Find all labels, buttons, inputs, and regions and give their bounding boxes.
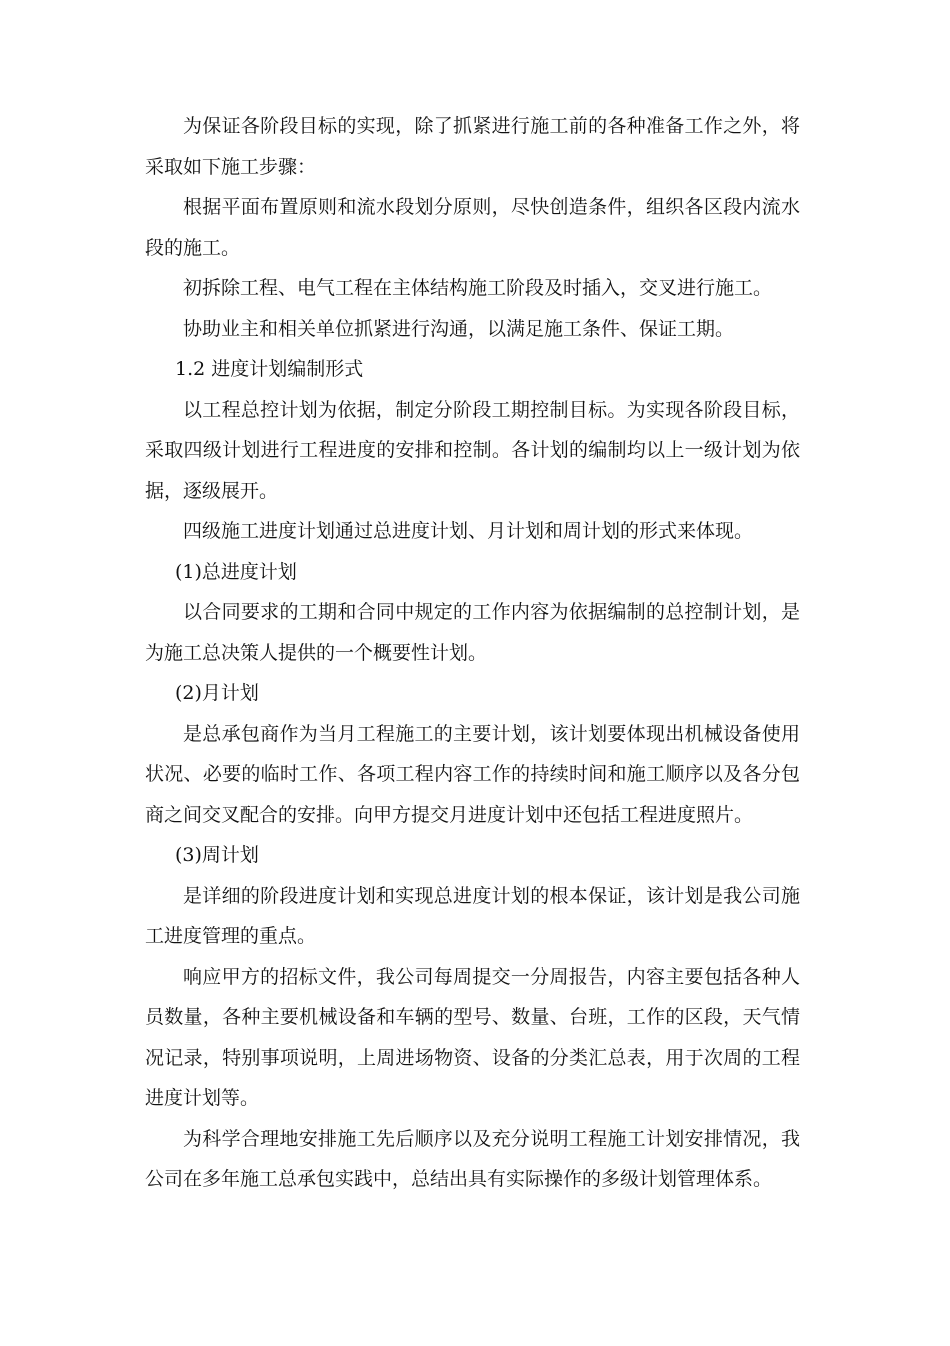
paragraph-step-1: 根据平面布置原则和流水段划分原则，尽快创造条件，组织各区段内流水段的施工。 xyxy=(145,196,800,259)
paragraph-master-schedule: 以合同要求的工期和合同中规定的工作内容为依据编制的总控制计划，是为施工总决策人提供的一个概要性计划。 xyxy=(145,601,800,664)
paragraph-monthly-plan: 是总承包商作为当月工程施工的主要计划，该计划要体现出机械设备使用状况、必要的临时工作、各项工程内容工作的持续时间和施工顺序以及各分包商之间交叉配合的安排。向甲方提交月进度计划中还包括工程进度照片。 xyxy=(145,722,800,826)
paragraph-step-2: 初拆除工程、电气工程在主体结构施工阶段及时插入，交叉进行施工。 xyxy=(183,277,773,299)
paragraph-weekly-report: 响应甲方的招标文件，我公司每周提交一分周报告，内容主要包括各种人员数量，各种主要机械设备和车辆的型号、数量、台班，工作的区段，天气情况记录，特别事项说明，上周进场物资、设备的分类汇总表，用于次周的工程进度计划等。 xyxy=(145,965,800,1109)
paragraph-step-3: 协助业主和相关单位抓紧进行沟通，以满足施工条件、保证工期。 xyxy=(183,317,735,340)
subheading-weekly-plan: (3)周计划 xyxy=(175,844,259,866)
document-body xyxy=(145,106,800,1200)
paragraph-weekly-plan: 是详细的阶段进度计划和实现总进度计划的根本保证，该计划是我公司施工进度管理的重点。 xyxy=(145,884,800,947)
paragraph-conclusion: 为科学合理地安排施工先后顺序以及充分说明工程施工计划安排情况，我公司在多年施工总承包实践中，总结出具有实际操作的多级计划管理体系。 xyxy=(145,1127,800,1190)
paragraph-intro: 为保证各阶段目标的实现，除了抓紧进行施工前的各种准备工作之外，将采取如下施工步骤： xyxy=(145,115,800,178)
subheading-monthly-plan: (2)月计划 xyxy=(175,682,259,704)
subheading-master-schedule: (1)总进度计划 xyxy=(175,560,297,583)
paragraph-four-level-plan: 四级施工进度计划通过总进度计划、月计划和周计划的形式来体现。 xyxy=(183,520,754,542)
section-heading-1-2: 1.2 进度计划编制形式 xyxy=(175,358,364,380)
paragraph-plan-basis: 以工程总控计划为依据，制定分阶段工期控制目标。为实现各阶段目标，采取四级计划进行工程进度的安排和控制。各计划的编制均以上一级计划为依据，逐级展开。 xyxy=(145,398,800,502)
